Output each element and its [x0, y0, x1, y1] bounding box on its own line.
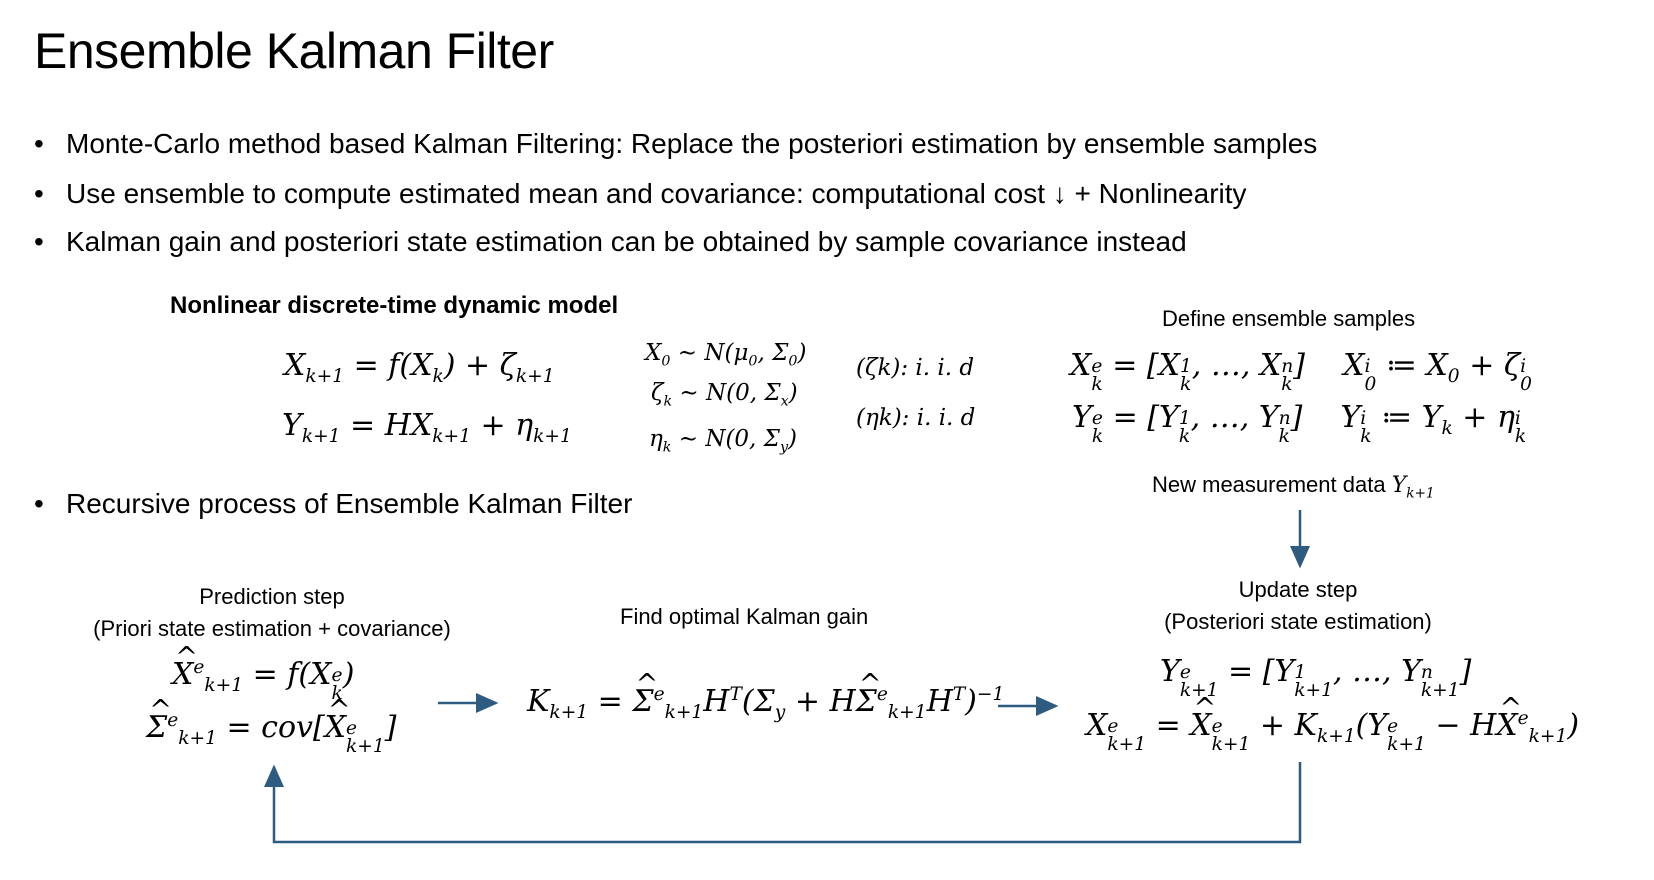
feedback-loop-arrow	[274, 762, 1300, 842]
state-equation: $X_{k+1} = f(X_k) + \zeta_{k+1}$	[284, 348, 555, 387]
update-step-subtitle: (Posteriori state estimation)	[1164, 609, 1432, 634]
measurement-equation: $Y_{k+1} = HX_{k+1} + \eta_{k+1}$	[282, 408, 572, 447]
update-step-title: Update step	[1238, 577, 1358, 602]
prediction-mean-equation: ^ $X^e_{k+1} = f(X$ e k )	[172, 657, 354, 703]
model-heading: Nonlinear discrete-time dynamic model	[170, 292, 619, 319]
bullet-text: Use ensemble to compute estimated mean and covariance: computational cost ↓ + Nonlinearity	[66, 178, 1247, 209]
bullet-text: Kalman gain and posteriori state estimation can be obtained by sample covariance instead	[66, 226, 1187, 257]
measurement-noise-iid: (ηk): i. i. d	[856, 405, 976, 431]
process-noise-iid: (ζk): i. i. d	[856, 355, 975, 381]
ensemble-heading: Define ensemble samples	[1162, 306, 1416, 331]
process-noise-distribution: $\zeta_k$ ∼ N(0, $\Sigma_x$)	[651, 380, 798, 410]
page-title: Ensemble Kalman Filter	[34, 23, 554, 79]
measurement-noise-distribution: $\eta_k$ ∼ N(0, $\Sigma_y$)	[649, 426, 797, 456]
state-ensemble-definition: X e k = [X 1 k , …, X n k ] X i 0 ≔ $X_0 + \zeta$ i 0	[1070, 348, 1532, 395]
new-measurement-symbol: $Y_{k+1}$	[1391, 473, 1435, 502]
bullet-text: Recursive process of Ensemble Kalman Filter	[66, 488, 633, 519]
kalman-gain-heading: Find optimal Kalman gain	[620, 604, 869, 629]
prediction-step-title: Prediction step	[199, 584, 345, 609]
prediction-covariance-equation: ^ $\Sigma^e_{k+1}$ = cov[^ X e k+1 ]	[146, 710, 396, 756]
update-measurement-ensemble: Y e k+1 = [Y 1 k+1 , …, Y n k+1 ]	[1160, 654, 1472, 701]
bullet-dot: •	[34, 178, 44, 209]
prediction-step-subtitle: (Priori state estimation + covariance)	[93, 616, 451, 641]
new-measurement-text: New measurement data	[1152, 472, 1386, 497]
bullet-dot: •	[34, 128, 44, 159]
bullet-text: Monte-Carlo method based Kalman Filtering: Replace the posteriori estimation by ensemble samples	[66, 128, 1318, 159]
bullet-dot: •	[34, 226, 44, 257]
kalman-gain-equation: $K_{k+1}$ = ^ $\Sigma^e_{k+1}H^T(\Sigma_y$ + H^ $\Sigma^e_{k+1}H^T)^{-1}$	[527, 684, 1004, 719]
measurement-ensemble-definition: Y e k = [Y 1 k , …, Y n k ] Y i k ≔ $Y_k + \eta$ i k	[1072, 400, 1527, 447]
bullet-dot: •	[34, 488, 44, 519]
initial-distribution: $X_0$ ∼ $N(\mu_0$, $\Sigma_0$)	[645, 340, 807, 370]
update-state-equation: X e k+1 = ^ X e k+1 + $K_{k+1}(Y$ e k+1 − H^ $X^e_{k+1}$)	[1086, 708, 1579, 754]
